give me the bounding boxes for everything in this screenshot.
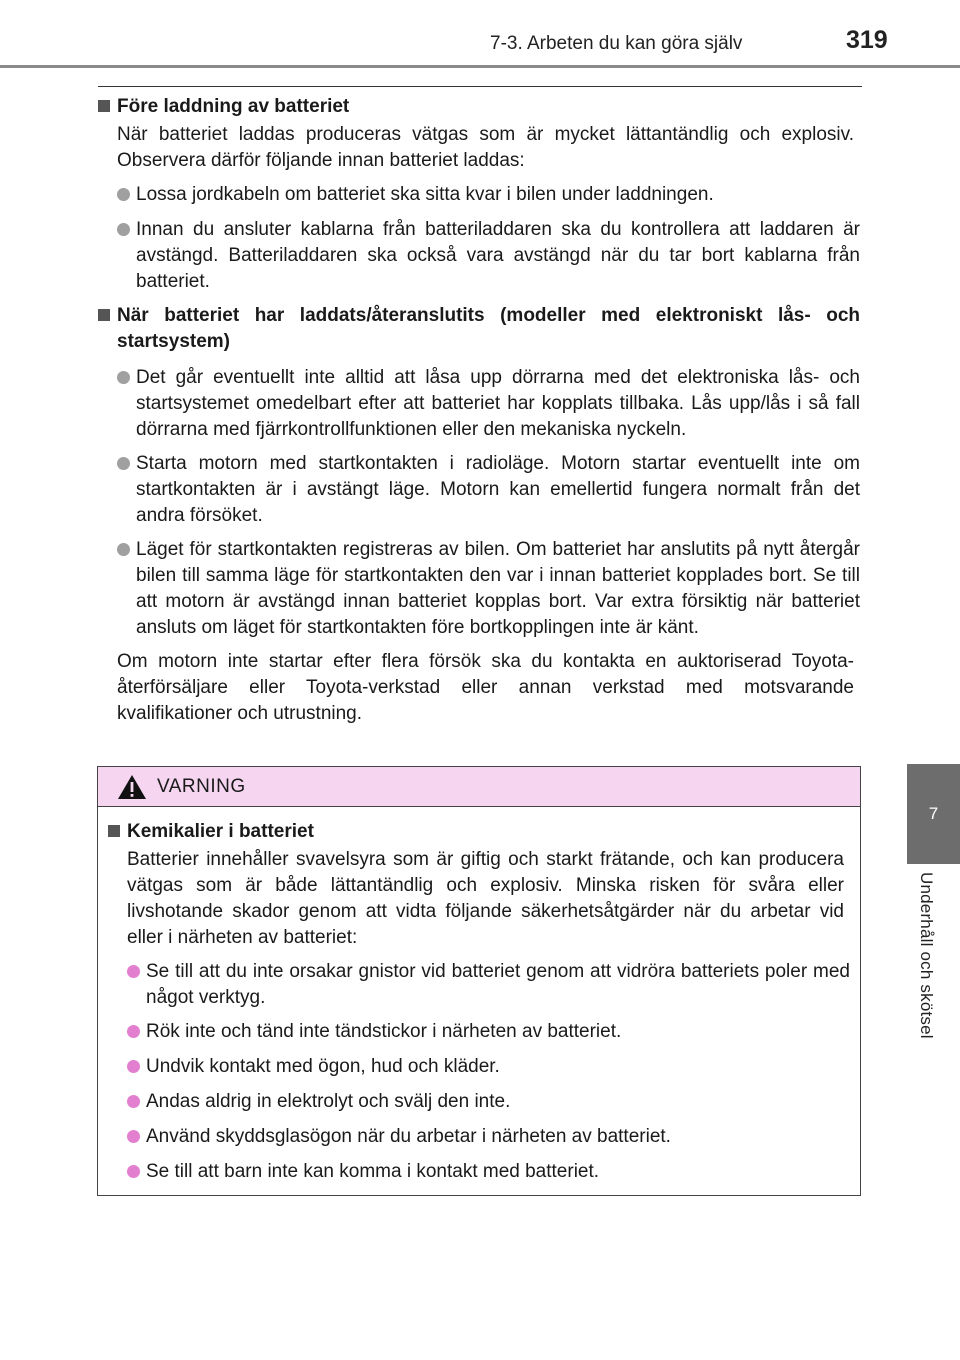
warning-heading-text: Kemikalier i batteriet xyxy=(127,821,314,842)
circle-bullet-icon xyxy=(127,1124,146,1151)
section-intro: När batteriet laddas produceras vätgas som är mycket lättantändlig och explosiv. Observera därför följande innan batteriet laddas: xyxy=(117,124,854,171)
warning-box xyxy=(97,766,861,1196)
warning-header xyxy=(98,767,860,807)
chapter-number: 7 xyxy=(928,804,939,823)
list-item: Se till att barn inte kan komma i kontakt med batteriet. xyxy=(108,1159,850,1186)
chapter-tab xyxy=(907,764,960,864)
square-bullet-icon xyxy=(98,94,117,120)
list-item: Använd skyddsglasögon när du arbetar i närheten av batteriet. xyxy=(108,1124,850,1151)
warning-triangle-icon xyxy=(117,774,147,800)
section-heading xyxy=(98,303,860,355)
circle-bullet-icon xyxy=(117,365,136,443)
warning-heading xyxy=(108,819,850,845)
section-heading-text: Före laddning av batteriet xyxy=(117,96,350,117)
warning-intro: Batterier innehåller svavelsyra som är giftig och starkt frätande, och kan producera vätgas som är både lättantändlig och explosiv. Minska risken för svåra eller livshotande skador genom att vidta följande säkerhetsåtgärder när du arbetar vid eller i närheten av batteriet: xyxy=(127,849,844,948)
square-bullet-icon xyxy=(108,819,127,845)
page-number: 319 xyxy=(846,26,888,54)
content-divider xyxy=(98,86,862,87)
list-item: Se till att du inte orsakar gnistor vid batteriet genom att vidröra batteriets poler med något verktyg. xyxy=(108,959,850,1011)
circle-bullet-icon xyxy=(127,1019,146,1046)
header-section-title: 7-3. Arbeten du kan göra själv xyxy=(490,33,743,54)
list-item: Det går eventuellt inte alltid att låsa upp dörrarna med det elektroniska lås- och startsystemet omedelbart efter att batteriet har kopplats tillbaka. Lås upp/lås i så fall dörrarna med fjärrkontrollfunktionen eller den mekaniska nyckeln. xyxy=(98,365,860,443)
list-item: Läget för startkontakten registreras av bilen. Om batteriet har anslutits på nytt återgår bilen till samma läge för startkontakten den var i innan batteriet kopplades bort. Se till att motorn är avstängd innan batteriet kopplas bort. Var extra försiktig när batteriet ansluts om läget för startkontakten före bortkopplingen inte är känt. xyxy=(98,537,860,641)
list-item: Starta motorn med startkontakten i radioläge. Motorn startar eventuellt inte om startkontakten är i avstängt läge. Motorn kan emellertid fungera normalt från det andra försöket. xyxy=(98,451,860,529)
list-item: Lossa jordkabeln om batteriet ska sitta kvar i bilen under laddningen. xyxy=(98,182,860,209)
warning-body xyxy=(98,807,860,1186)
section-closing: Om motorn inte startar efter flera försök ska du kontakta en auktoriserad Toyota-återförsäljare eller Toyota-verkstad eller annan verkstad med motsvarande kvalifikationer och utrustning. xyxy=(117,651,854,724)
list-item: Rök inte och tänd inte tändstickor i närheten av batteriet. xyxy=(108,1019,850,1046)
circle-bullet-icon xyxy=(117,217,136,295)
warning-title: VARNING xyxy=(157,775,246,797)
main-content xyxy=(98,94,860,735)
list-item: Andas aldrig in elektrolyt och svälj den inte. xyxy=(108,1089,850,1116)
list-item: Innan du ansluter kablarna från batteriladdaren ska du kontrollera att laddaren är avstängd. Batteriladdaren ska också vara avstängd när du tar bort kablarna från batteriet. xyxy=(98,217,860,295)
circle-bullet-icon xyxy=(127,959,146,1011)
section-heading xyxy=(98,94,860,120)
circle-bullet-icon xyxy=(127,1054,146,1081)
circle-bullet-icon xyxy=(127,1159,146,1186)
square-bullet-icon xyxy=(98,303,117,355)
chapter-title: Underhåll och skötsel xyxy=(917,872,936,1039)
circle-bullet-icon xyxy=(117,537,136,641)
circle-bullet-icon xyxy=(127,1089,146,1116)
section-heading-text: När batteriet har laddats/återanslutits (modeller med elektroniskt lås- och startsystem) xyxy=(117,305,860,352)
header-divider xyxy=(0,65,960,68)
list-item: Undvik kontakt med ögon, hud och kläder. xyxy=(108,1054,850,1081)
circle-bullet-icon xyxy=(117,182,136,209)
circle-bullet-icon xyxy=(117,451,136,529)
